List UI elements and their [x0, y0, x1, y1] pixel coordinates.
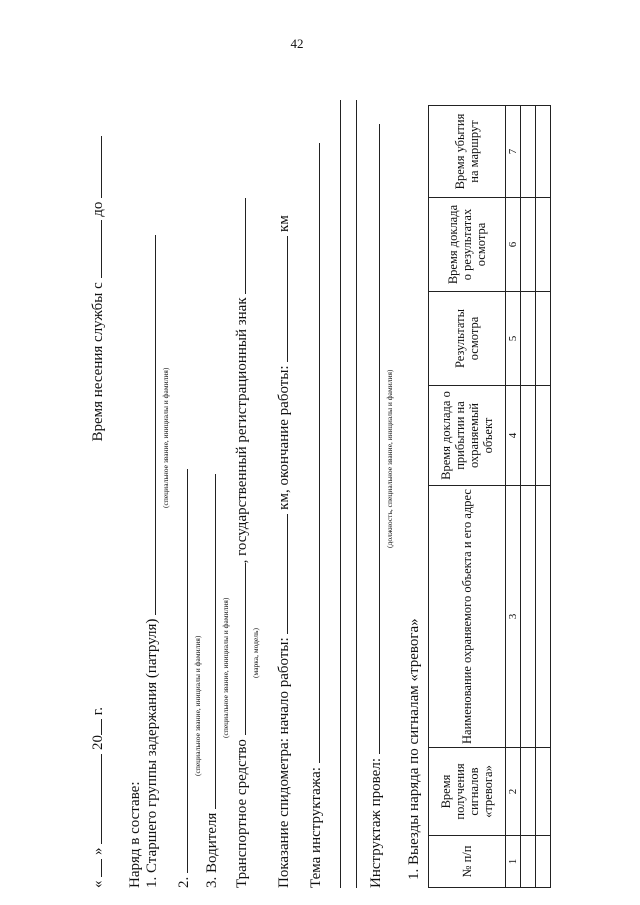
table-cell[interactable]: [536, 748, 551, 836]
table-cell[interactable]: [536, 386, 551, 486]
crew-item-1-label: 1. Старшего группы задержания (патруля): [144, 618, 160, 888]
odometer-km-1: км, окончание работы:: [276, 365, 292, 510]
column-number-4: 4: [506, 386, 521, 486]
table-cell[interactable]: [521, 198, 536, 292]
briefing-conducted-hint: (должность, специальное звание, инициалы и фамилия): [385, 369, 394, 548]
table-cell[interactable]: [536, 486, 551, 748]
odometer-start-label: Показание спидометра: начало работы:: [276, 637, 292, 888]
header-cell-results-report: Время доклада о результатах осмотра: [429, 198, 506, 292]
vehicle-line: [232, 198, 251, 888]
crew-item-2-label: 2.: [176, 876, 192, 888]
table-cell[interactable]: [536, 292, 551, 386]
date-open-quote: «: [90, 880, 106, 888]
header-cell-number: № п/п: [429, 836, 506, 888]
vehicle-plate-label: , государственный регистрационный знак: [234, 297, 250, 564]
header-cell-inspection-results: Результаты осмотра: [429, 292, 506, 386]
crew-item-3-hint: (специальное звание, инициалы и фамилия): [221, 597, 230, 738]
crew-title: Наряд в составе:: [127, 781, 143, 888]
odometer-line: [274, 215, 293, 888]
service-time-label: Время несения службы с: [90, 282, 106, 442]
odometer-km-2: км: [276, 215, 292, 232]
service-time-to-field[interactable]: [88, 136, 102, 198]
briefing-conducted-field[interactable]: [366, 124, 380, 754]
briefing-topic-line-2[interactable]: [340, 100, 341, 888]
column-number-3: 3: [506, 486, 521, 748]
vehicle-hint: (марка, модель): [251, 628, 260, 678]
crew-item-3-field[interactable]: [202, 474, 216, 809]
crew-item-3: [202, 474, 221, 888]
column-number-7: 7: [506, 106, 521, 198]
month-field[interactable]: [88, 754, 102, 844]
briefing-conducted-label: Инструктаж провел:: [368, 758, 384, 888]
table-cell[interactable]: [521, 486, 536, 748]
alarm-table-number-row: [506, 106, 521, 888]
header-cell-departure-time: Время убытия на маршрут: [429, 106, 506, 198]
briefing-topic-label: Тема инструктажа:: [308, 767, 324, 888]
crew-item-2: [174, 469, 193, 888]
briefing-topic-field[interactable]: [306, 143, 320, 763]
crew-item-3-label: 3. Водителя: [204, 812, 220, 888]
table-cell[interactable]: [521, 386, 536, 486]
crew-item-1-field[interactable]: [142, 235, 156, 615]
table-cell[interactable]: [521, 292, 536, 386]
table-cell[interactable]: [536, 198, 551, 292]
briefing-conducted-line: [366, 124, 385, 888]
year-field[interactable]: [88, 719, 102, 735]
briefing-topic-line: [306, 143, 325, 888]
alarm-table: [428, 105, 551, 888]
column-number-5: 5: [506, 292, 521, 386]
table-cell[interactable]: [521, 106, 536, 198]
vehicle-model-field[interactable]: [232, 563, 246, 735]
column-number-2: 2: [506, 748, 521, 836]
service-time-from-field[interactable]: [88, 220, 102, 278]
vehicle-label: Транспортное средство: [234, 739, 250, 888]
odometer-end-field[interactable]: [274, 236, 288, 362]
table-cell[interactable]: [521, 836, 536, 888]
table-cell[interactable]: [536, 836, 551, 888]
header-cell-alarm-time: Время получения сигналов «тревога»: [429, 748, 506, 836]
date-close-quote: »: [90, 847, 106, 855]
service-time-to-label: до: [90, 201, 106, 217]
crew-item-1: [142, 235, 161, 888]
header-cell-object-name: Наименование охраняемого объекта и его адрес: [429, 486, 506, 748]
table-row: [521, 106, 536, 888]
year-prefix: 20: [90, 735, 106, 750]
column-number-6: 6: [506, 198, 521, 292]
day-field[interactable]: [88, 859, 102, 877]
rotated-form: [88, 78, 558, 888]
date-line: [88, 136, 107, 888]
crew-item-2-field[interactable]: [174, 469, 188, 873]
table-row: [536, 106, 551, 888]
briefing-topic-line-3[interactable]: [356, 100, 357, 888]
odometer-start-field[interactable]: [274, 514, 288, 634]
year-suffix: г.: [90, 707, 106, 716]
crew-item-1-hint: (специальное звание, инициалы и фамилия): [161, 367, 170, 508]
table-cell[interactable]: [536, 106, 551, 198]
vehicle-plate-field[interactable]: [232, 198, 246, 294]
column-number-1: 1: [506, 836, 521, 888]
table-cell[interactable]: [521, 748, 536, 836]
crew-item-2-hint: (специальное звание, инициалы и фамилия): [193, 635, 202, 776]
alarm-table-title: 1. Выезды наряда по сигналам «тревога»: [406, 618, 422, 880]
page-number: 42: [290, 36, 304, 51]
alarm-table-header-row: [429, 106, 506, 888]
header-cell-arrival-report: Время доклада о прибытии на охраняемый объект: [429, 386, 506, 486]
